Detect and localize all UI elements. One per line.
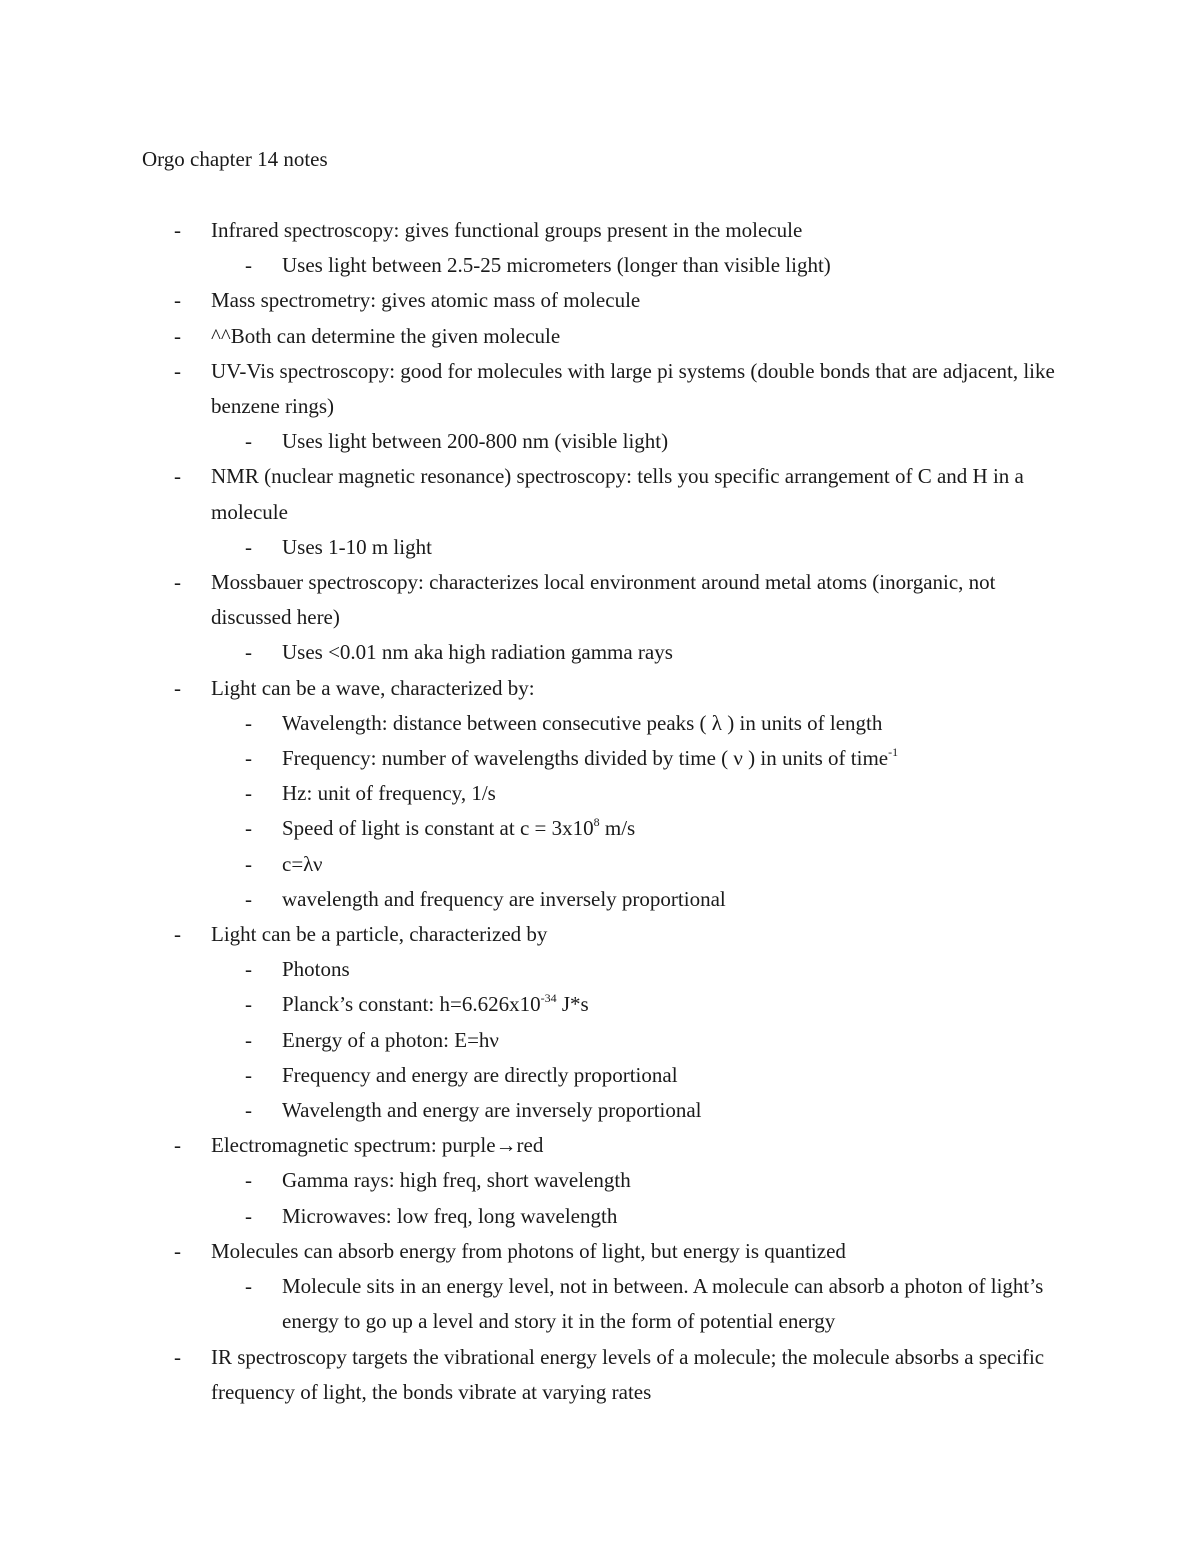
list-item	[0, 319, 1200, 354]
list-item-text	[211, 459, 1071, 529]
sub-list-item	[0, 847, 1200, 882]
sub-list-item	[0, 811, 1200, 846]
bullet-dash: -	[245, 1098, 252, 1123]
list-item-text	[282, 635, 1072, 670]
bullet-dash: -	[174, 323, 181, 348]
bullet-dash: -	[174, 922, 181, 947]
text-run: Mass spectrometry: gives atomic mass of molecule	[211, 288, 641, 313]
sub-list-item	[0, 1199, 1200, 1234]
list-item-text	[211, 671, 1071, 706]
list-item-text	[282, 1163, 1072, 1198]
bullet-dash: -	[174, 288, 181, 313]
list-item-text	[282, 1093, 1072, 1128]
text-run: Uses <0.01 nm aka high radiation gamma rays	[282, 640, 673, 665]
bullet-dash: -	[245, 1062, 252, 1087]
text-run: UV-Vis spectroscopy: good for molecules with large pi systems (double bonds that are adjacent, like benzene rings)	[211, 358, 1055, 419]
text-run: Molecules can absorb energy from photons of light, but energy is quantized	[211, 1238, 846, 1263]
text-run: Hz: unit of frequency, 1/s	[282, 781, 496, 806]
list-item	[0, 1234, 1200, 1269]
sub-list-item	[0, 741, 1200, 776]
text-run: Molecule sits in an energy level, not in between. A molecule can absorb a photon of light’s energy to go up a level and story it in the form of potential energy	[282, 1274, 1044, 1334]
bullet-dash: -	[174, 570, 181, 595]
bullet-dash: -	[245, 1203, 252, 1228]
text-run: c=λν	[282, 851, 323, 876]
sub-list-item	[0, 1093, 1200, 1128]
list-item-text	[211, 565, 1071, 635]
sub-list-item	[0, 248, 1200, 283]
text-run: Energy of a photon: E=hν	[282, 1027, 499, 1052]
bullet-dash: -	[245, 851, 252, 876]
text-run: NMR (nuclear magnetic resonance) spectroscopy: tells you specific arrangement of C and H in a molecule	[211, 464, 1024, 524]
text-run: Wavelength and energy are inversely proportional	[282, 1098, 702, 1123]
text-run: Uses light between 200-800 nm (visible light)	[282, 429, 669, 454]
sub-list-item	[0, 987, 1200, 1022]
sub-list-item	[0, 1023, 1200, 1058]
bullet-dash: -	[245, 1027, 252, 1052]
list-item-text	[282, 1269, 1072, 1339]
bullet-dash: -	[245, 816, 252, 841]
bullet-dash: -	[245, 1168, 252, 1193]
sub-list-item	[0, 706, 1200, 741]
bullet-dash: -	[245, 992, 252, 1017]
list-item-text	[211, 1128, 1071, 1163]
list-item-text	[282, 811, 1072, 846]
text-run: Gamma rays: high freq, short wavelength	[282, 1168, 631, 1193]
sub-list-item	[0, 952, 1200, 987]
text-run: Light can be a particle, characterized by	[211, 922, 548, 947]
list-item	[0, 459, 1200, 529]
list-item-text	[282, 530, 1072, 565]
list-item-text	[211, 213, 1071, 248]
list-item-text	[282, 847, 1072, 882]
list-item	[0, 1340, 1200, 1410]
bullet-dash: -	[174, 675, 181, 700]
list-item-text	[211, 1234, 1071, 1269]
text-run: Wavelength: distance between consecutive peaks ( λ ) in units of length	[282, 710, 883, 735]
bullet-dash: -	[245, 746, 252, 771]
list-item-text	[211, 319, 1071, 354]
sub-list-item	[0, 1163, 1200, 1198]
list-item-text	[282, 1023, 1072, 1058]
list-item	[0, 213, 1200, 248]
sub-list-item	[0, 882, 1200, 917]
list-item-text	[211, 354, 1071, 424]
bullet-dash: -	[174, 218, 181, 242]
text-run: Light can be a wave, characterized by:	[211, 675, 535, 700]
superscript: 8	[593, 815, 600, 830]
bullet-dash: -	[174, 464, 181, 489]
sub-list-item	[0, 424, 1200, 459]
text-run: Photons	[282, 957, 350, 982]
list-item-text	[282, 952, 1072, 987]
superscript: -1	[888, 745, 899, 760]
text-run: J*s	[556, 992, 589, 1017]
sub-list-item	[0, 635, 1200, 670]
text-run: m/s	[599, 816, 636, 841]
list-item	[0, 354, 1200, 424]
bullet-dash: -	[174, 1133, 181, 1158]
document-title: Orgo chapter 14 notes	[142, 147, 328, 171]
sub-list-item	[0, 530, 1200, 565]
sub-list-item	[0, 1269, 1200, 1339]
bullet-dash: -	[245, 640, 252, 665]
text-run: Mossbauer spectroscopy: characterizes local environment around metal atoms (inorganic, not discussed here)	[211, 570, 996, 630]
text-run: IR spectroscopy targets the vibrational energy levels of a molecule; the molecule absorbs a specific frequency of light, the bonds vibrate at varying rates	[211, 1344, 1045, 1404]
text-run: Microwaves: low freq, long wavelength	[282, 1203, 618, 1228]
bullet-dash: -	[174, 358, 181, 383]
text-run: Infrared spectroscopy: gives functional groups present in the molecule	[211, 218, 803, 242]
text-run: Uses light between 2.5-25 micrometers (longer than visible light)	[282, 253, 831, 278]
list-item-text	[282, 776, 1072, 811]
superscript: -34	[540, 991, 557, 1006]
list-item	[0, 917, 1200, 952]
bullet-dash: -	[245, 534, 252, 559]
bullet-dash: -	[245, 957, 252, 982]
notes-list	[0, 213, 1200, 1410]
list-item-text	[282, 882, 1072, 917]
bullet-dash: -	[245, 886, 252, 911]
text-run: wavelength and frequency are inversely proportional	[282, 886, 726, 911]
list-item-text	[211, 917, 1071, 952]
text-run: Frequency: number of wavelengths divided by time ( ν ) in units of time	[282, 746, 889, 771]
list-item-text	[282, 741, 1072, 776]
text-run: Frequency and energy are directly proportional	[282, 1062, 678, 1087]
bullet-dash: -	[174, 1238, 181, 1263]
text-run: Speed of light is constant at c = 3x10	[282, 816, 594, 841]
list-item-text	[282, 987, 1072, 1022]
list-item-text	[282, 1199, 1072, 1234]
text-run: Uses 1-10 m light	[282, 534, 432, 559]
list-item	[0, 565, 1200, 635]
bullet-dash: -	[245, 429, 252, 454]
list-item-text	[282, 706, 1072, 741]
bullet-dash: -	[174, 1344, 181, 1369]
bullet-dash: -	[245, 1274, 252, 1299]
text-run: Electromagnetic spectrum: purple→red	[211, 1133, 544, 1158]
text-run: ^^Both can determine the given molecule	[211, 323, 561, 348]
sub-list-item	[0, 1058, 1200, 1093]
list-item-text	[282, 424, 1072, 459]
text-run: Planck’s constant: h=6.626x10	[282, 992, 541, 1017]
sub-list-item	[0, 776, 1200, 811]
list-item-text	[282, 1058, 1072, 1093]
bullet-dash: -	[245, 781, 252, 806]
list-item-text	[211, 1340, 1071, 1410]
bullet-dash: -	[245, 253, 252, 278]
bullet-dash: -	[245, 710, 252, 735]
list-item	[0, 671, 1200, 706]
list-item-text	[282, 248, 1072, 283]
list-item	[0, 1128, 1200, 1163]
list-item	[0, 283, 1200, 318]
list-item-text	[211, 283, 1071, 318]
